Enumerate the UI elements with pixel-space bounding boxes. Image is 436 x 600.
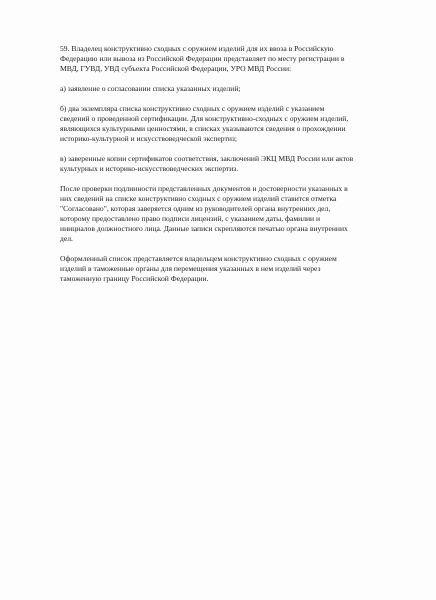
paragraph-customs: Оформленный список представляется владельцем конструктивно сходных с оружием изделий в таможенные органы для перемещения указанных в нем изделий через таможенную границу Российской Федерации.	[60, 254, 337, 283]
document-body	[60, 44, 416, 294]
paragraph-item-b: б) два экземпляра списка конструктивно сходных с оружием изделий с указанием сведений о проведенной сертификации. Для конструктивно-сходных с оружием изделий, являющихся культурными ценностями, в списках указываются сведения о прохождении историко-культурной и искусствоведческой экспертиз;	[60, 104, 349, 143]
paragraph-item-v: в) заверенные копии сертификатов соответствия, заключений ЭКЦ МВД России или актов культурных и историко-искусствоведческих экспертиз.	[60, 154, 354, 173]
paragraph-item-a: а) заявление о согласовании списка указанных изделий;	[60, 84, 241, 93]
paragraph-59-intro: 59. Владелец конструктивно сходных с оружием изделий для их ввоза в Российскую Федерацию или вывоза из Российской Федерации представляет по месту регистрации в МВД, ГУВД, УВД субъекта Российской Федерации, УРО МВД России:	[60, 44, 345, 73]
paragraph-verification: После проверки подлинности представленных документов и достоверности указанных в них сведений на списке конструктивно сходных с оружием изделий ставится отметка "Согласовано", которая заверяется одним из руководителей органа внутренних дел, которому предоставлено право подписи лицензий, с указанием даты, фамилии и инициалов должностного лица. Данные записи скрепляются печатью органа внутренних дел.	[60, 184, 348, 243]
